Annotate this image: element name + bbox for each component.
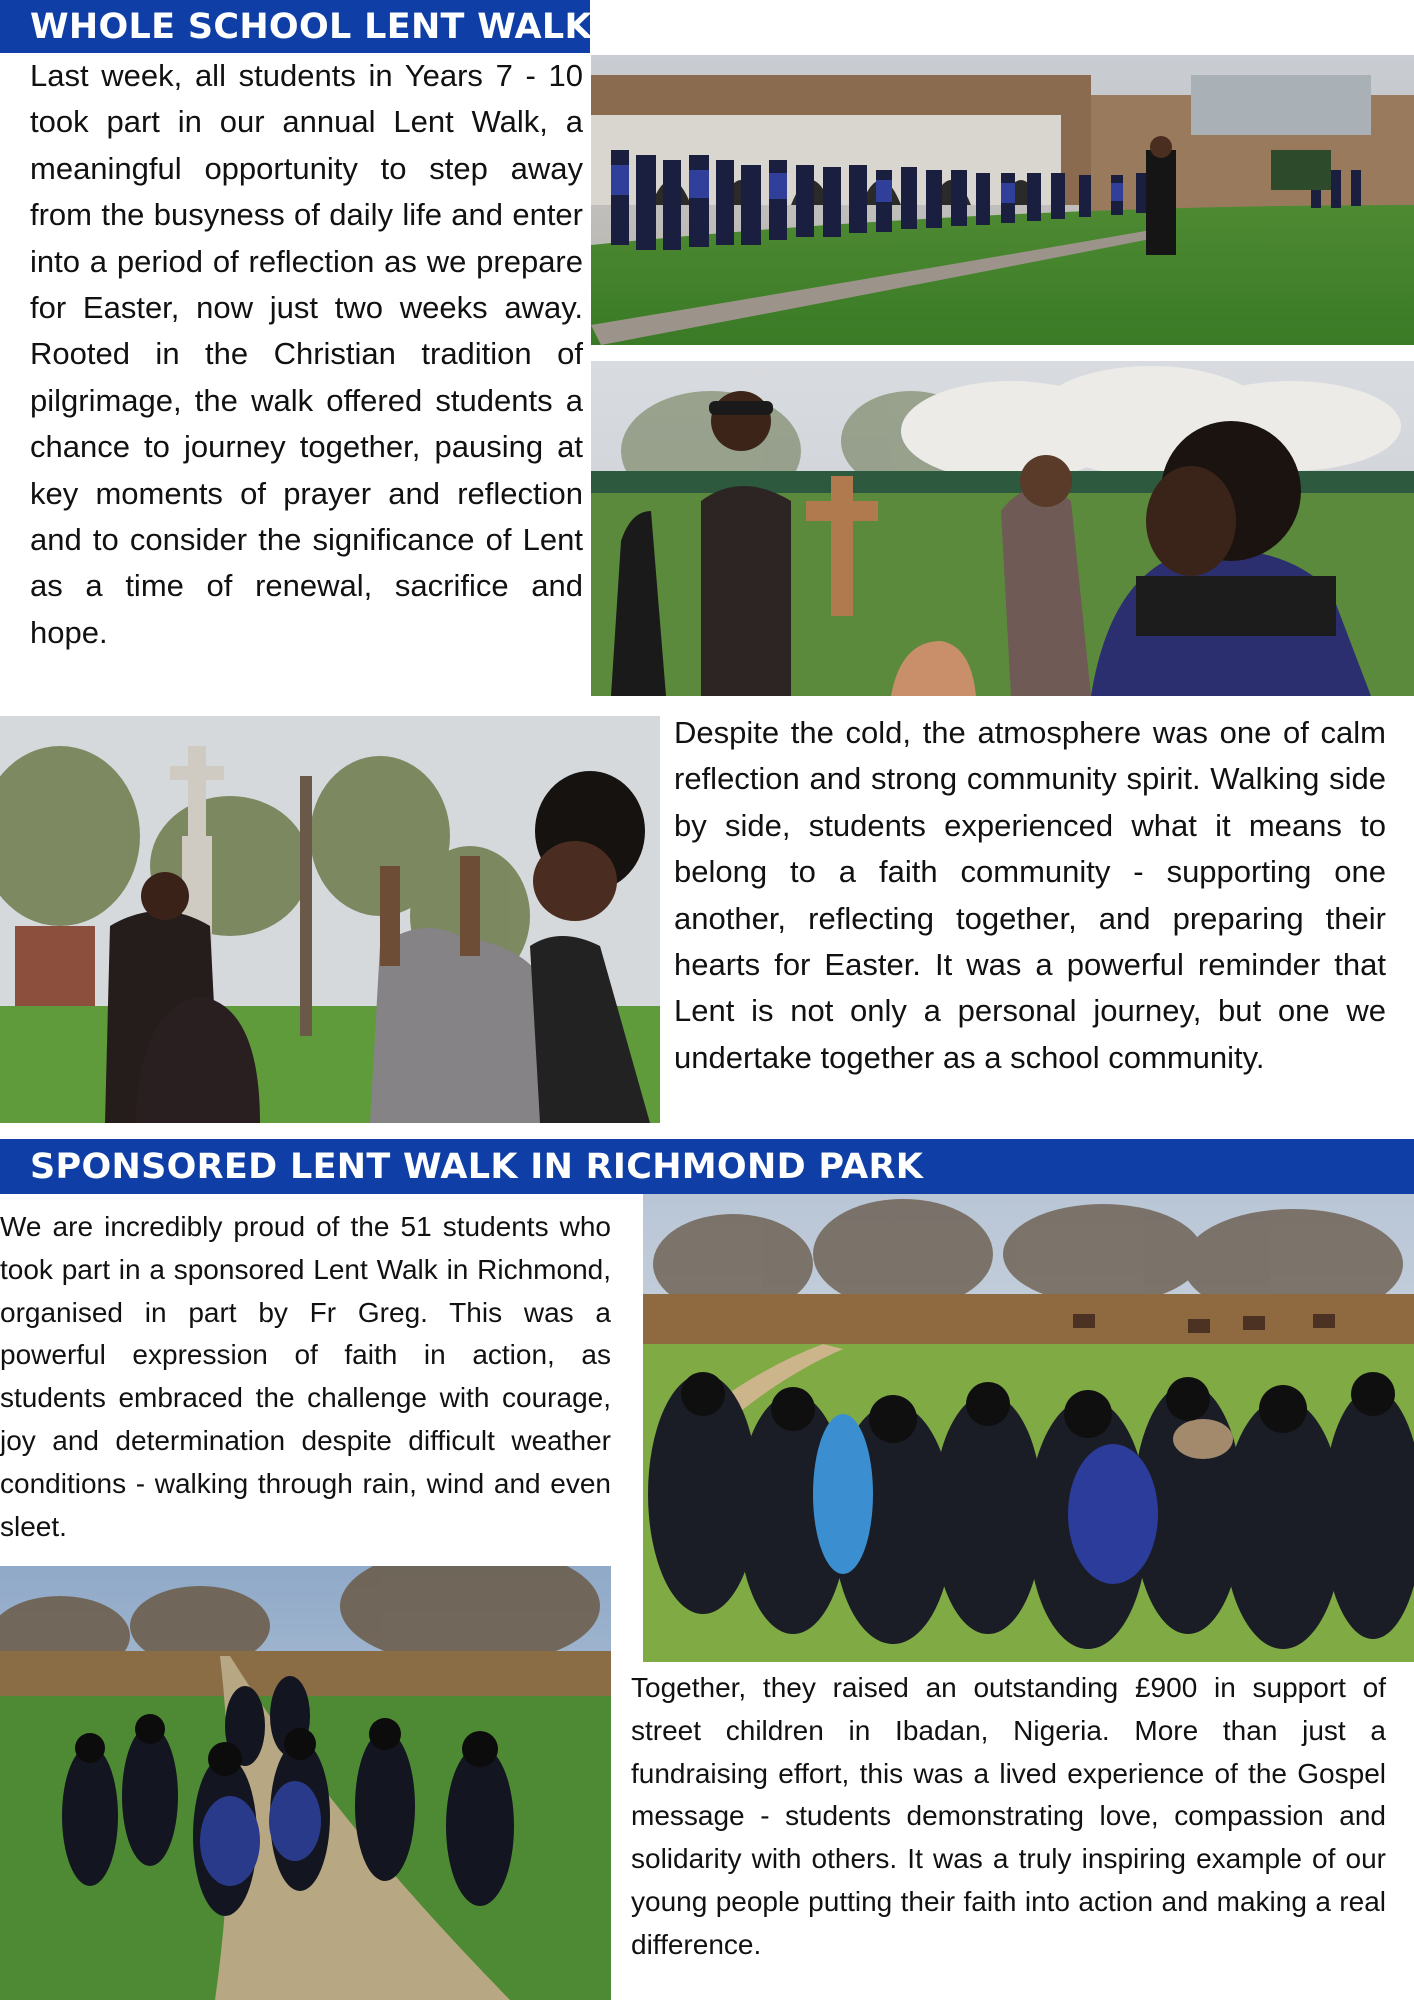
richmond-walk-fundraising-paragraph: Together, they raised an outstanding £900 in support of street children in Ibadan, Nigeria. More than just a fundraising effort, this was a lived experience of the Gospel message - students demonstrating love, compassion and solidarity with others. It was a truly inspiring example of our young people putting their faith into action and making a real difference. <box>631 1672 1386 1960</box>
lent-walk-intro-paragraph: Last week, all students in Years 7 - 10 took part in our annual Lent Walk, a meaningful opportunity to step away from the busyness of daily life and enter into a period of reflection as we prepare for Easter, now just two weeks away. Rooted in the Christian tradition of pilgrimage, the walk offered students a chance to journey together, pausing at key moments of prayer and reflection and to consider the significance of Lent as a time of renewal, sacrifice and hope. <box>30 58 583 650</box>
richmond-park-path-photo <box>0 1566 611 2000</box>
lent-walk-garden-photo <box>591 55 1414 345</box>
lent-walk-memorial-photo <box>0 716 660 1123</box>
section-heading-text: WHOLE SCHOOL LENT WALK <box>30 6 592 47</box>
section-heading-richmond-walk <box>0 1139 1414 1194</box>
section-heading-lent-walk <box>0 0 590 53</box>
lent-walk-cross-photo <box>591 361 1414 696</box>
richmond-park-deer-photo <box>643 1194 1414 1662</box>
richmond-walk-intro-paragraph: We are incredibly proud of the 51 students who took part in a sponsored Lent Walk in Richmond, organised in part by Fr Greg. This was a powerful expression of faith in action, as students embraced the challenge with courage, joy and determination despite difficult weather conditions - walking through rain, wind and even sleet. <box>0 1211 611 1542</box>
section-heading-text: SPONSORED LENT WALK IN RICHMOND PARK <box>30 1146 924 1187</box>
lent-walk-atmosphere-paragraph: Despite the cold, the atmosphere was one of calm reflection and strong community spirit. Walking side by side, students experienced what it means to belong to a faith community - supporting one another, reflecting together, and preparing their hearts for Easter. It was a powerful reminder that Lent is not only a personal journey, but one we undertake together as a school community. <box>674 715 1386 1075</box>
